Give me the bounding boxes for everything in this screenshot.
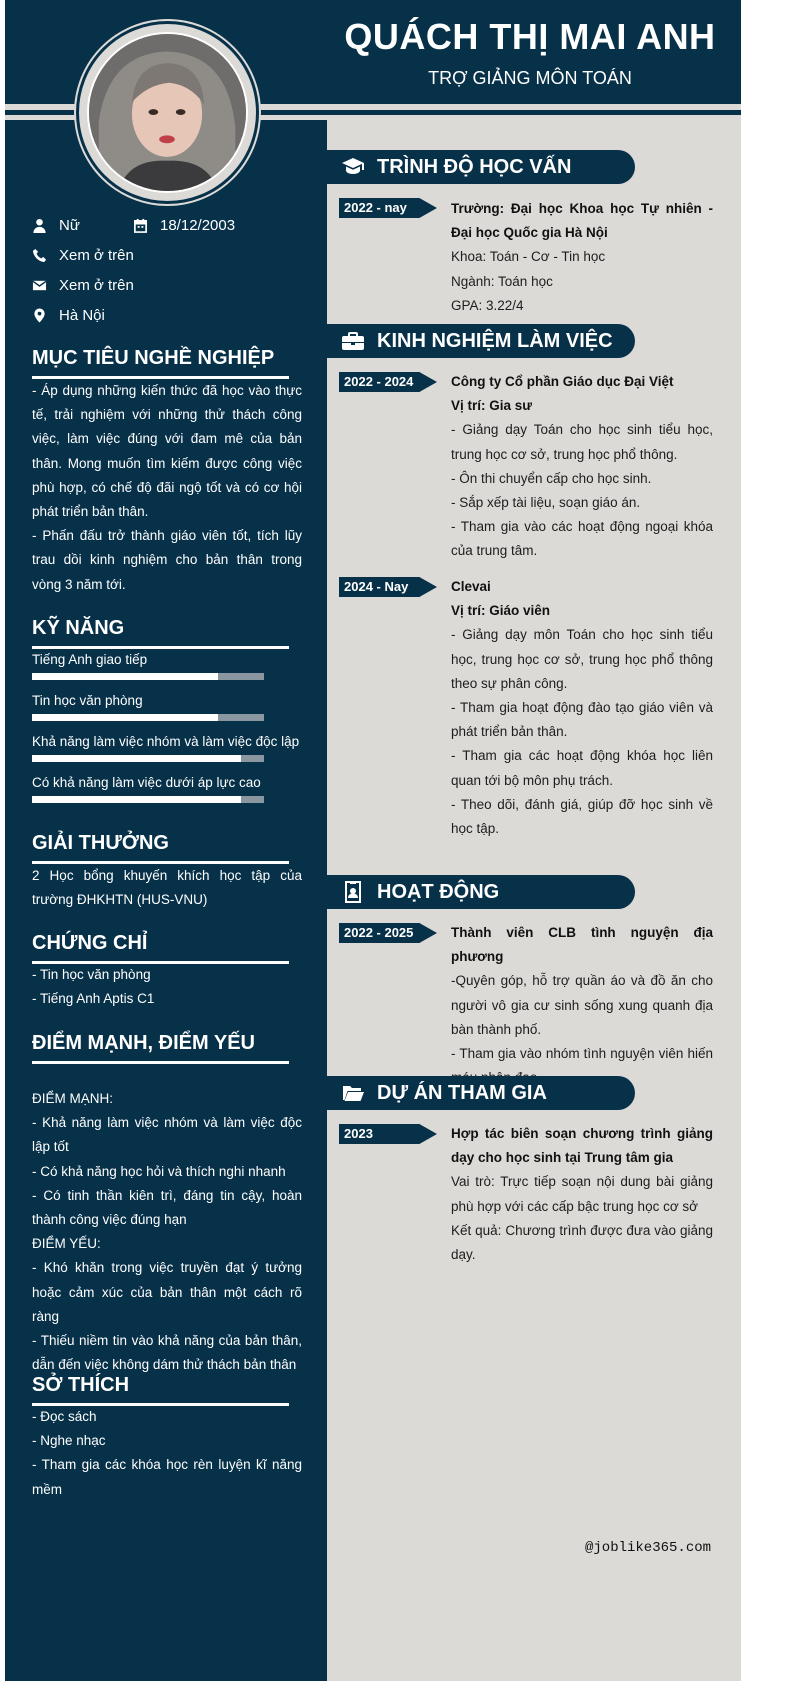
activity-date: 2022 - 2025 [344, 925, 414, 940]
user-icon [31, 218, 47, 234]
map-pin-icon [31, 308, 47, 324]
activity-line: - Tham gia vào nhóm tình nguyện viên hiến [451, 1046, 713, 1062]
objective-paragraph: - Áp dụng những kiến thức đã học vào thực tế, trải nghiệm với những thử thách công việc, làm việc đúng với đam mê của bản thân. Mong muốn tìm kiếm được công việc phù hợp, có chế độ đãi ngộ tốt và có cơ hội phát triển bản thân. [32, 383, 302, 520]
job-task: - Tham gia các hoạt động khóa học liên quan tới bộ môn phụ trách. [451, 748, 713, 788]
activity-date-tag [339, 923, 413, 943]
projects-title: DỰ ÁN THAM GIA [377, 1081, 547, 1104]
project-entry [451, 1122, 713, 1267]
project-name: Hợp tác biên soạn chương trình giảng dạy cho học sinh tại Trung tâm gia [451, 1126, 713, 1166]
activities-title: HOẠT ĐỘNG [377, 880, 500, 903]
hobby-item: - Đọc sách [32, 1409, 97, 1424]
hobby-item: - Nghe nhạc [32, 1433, 106, 1449]
candidate-role: TRỢ GIẢNG MÔN TOÁN [428, 68, 632, 88]
email-value: Xem ở trên [59, 277, 134, 294]
gender-value: Nữ [59, 217, 80, 234]
activity-line: -Quyên góp, hỗ trợ quần áo và đồ ăn cho người vô gia cư sinh sống xung quanh địa bàn thành phố. [451, 973, 713, 1037]
strengths-line: ĐIỂM MẠNH: [32, 1091, 113, 1106]
briefcase-icon [339, 327, 367, 355]
skill-label: Khả năng làm việc nhóm và làm việc độc lập [32, 734, 300, 749]
weaknesses-line: ĐIỂM YẾU: [32, 1236, 101, 1252]
contact-address [31, 307, 105, 324]
skill-fill [32, 673, 218, 680]
birthday-value: 18/12/2003 [160, 217, 236, 234]
education-major: Ngành: Toán học [451, 273, 553, 289]
job-company: Công ty Cổ phần Giáo dục Đại Việt [451, 374, 674, 389]
experience-section-header [327, 324, 635, 358]
phone-icon [31, 248, 47, 264]
envelope-icon [31, 278, 47, 294]
certificates-list [32, 963, 302, 1011]
job-position: Vị trí: Giáo viên [451, 603, 551, 619]
awards-title: GIẢI THƯỞNG [32, 832, 289, 864]
project-line: Kết quả: Chương trình được đưa vào giảng dạy. [451, 1222, 713, 1263]
contact-phone [31, 247, 134, 264]
objective-paragraph: - Phấn đấu trở thành giáo viên tốt, tích lũy trau dồi kinh nghiệm cho bản thân trong vòng 3 năm tới. [32, 528, 302, 592]
sidebar [5, 120, 327, 1681]
calendar-icon [132, 218, 148, 234]
skill-fill [32, 755, 241, 762]
graduation-cap-icon [339, 153, 367, 181]
skill-bar [32, 755, 264, 762]
skill-bar [32, 673, 264, 680]
contact-email [31, 277, 134, 294]
education-gpa: GPA: 3.22/4 [451, 297, 524, 313]
education-school: Trường: Đại học Khoa học Tự nhiên - Đại học Quốc gia Hà Nội [451, 201, 713, 241]
strengths-line: - Khả năng làm việc nhóm và làm việc độc lập tốt [32, 1115, 302, 1155]
job-task: - Giảng dạy môn Toán cho học sinh tiểu học, trung học cơ sở, trung học phổ thông theo sự phân công. [451, 627, 713, 691]
skill-label: Có khả năng làm việc dưới áp lực cao [32, 775, 261, 790]
project-date-tag [339, 1124, 373, 1144]
certificates-title: CHỨNG CHỈ [32, 932, 289, 964]
activity-name: Thành viên CLB tình nguyện địa phương [451, 925, 713, 965]
education-date: 2022 - nay [344, 200, 407, 215]
skill-label: Tin học văn phòng [32, 693, 143, 708]
hobbies-list [32, 1405, 302, 1502]
skill-fill [32, 796, 241, 803]
profile-photo-frame [76, 21, 259, 204]
strengths-title: ĐIỂM MẠNH, ĐIỂM YẾU [32, 1032, 289, 1064]
project-date: 2023 [344, 1126, 373, 1141]
job-task: - Tham gia hoạt động đào tạo giáo viên và phát triển bản thân. [451, 700, 713, 740]
skill-fill [32, 714, 218, 721]
badge-icon [339, 878, 367, 906]
job-date-tag [339, 372, 413, 392]
strengths-line: - Có tinh thần kiên trì, đáng tin cậy, hoàn thành công việc đúng hạn [32, 1187, 302, 1228]
certificate-item: - Tin học văn phòng [32, 967, 151, 982]
skill-bar [32, 796, 264, 803]
education-entry [451, 197, 713, 318]
phone-value: Xem ở trên [59, 247, 134, 264]
project-line: Vai trò: Trực tiếp soạn nội dung bài giảng phù hợp với các cấp bậc trung học cơ sở [451, 1174, 713, 1214]
hobby-item: - Tham gia các khóa học rèn luyện kĩ năng mềm [32, 1457, 302, 1497]
weaknesses-line: - Khó khăn trong việc truyền đạt ý tưởng hoặc cảm xúc của bản thân một cách rõ ràng [32, 1260, 302, 1324]
footer-watermark: @joblike365.com [585, 1540, 712, 1556]
job-entry [451, 575, 713, 841]
weaknesses-line: - Thiếu niềm tin vào khả năng của bản thân, dẫn đến việc không dám thử thách bản thân [32, 1333, 302, 1373]
activities-section-header [327, 875, 635, 909]
strengths-line: - Có khả năng học hỏi và thích nghi nhanh [32, 1163, 286, 1179]
job-task: - Ôn thi chuyển cấp cho học sinh. [451, 470, 652, 486]
education-section-header [327, 150, 635, 184]
job-task: - Tham gia vào các hoạt động ngoại khóa của trung tâm. [451, 519, 713, 559]
certificate-item: - Tiếng Anh Aptis C1 [32, 991, 155, 1007]
job-date: 2024 - Nay [344, 579, 409, 594]
job-task: - Sắp xếp tài liệu, soạn giáo án. [451, 495, 641, 511]
job-task: - Theo dõi, đánh giá, giúp đỡ học sinh về học tập. [451, 796, 713, 837]
candidate-name: QUÁCH THỊ MAI ANH [344, 16, 716, 57]
experience-title: KINH NGHIỆM LÀM VIỆC [377, 329, 613, 352]
skills-title: KỸ NĂNG [32, 617, 289, 649]
job-company: Clevai [451, 579, 491, 594]
skill-label: Tiếng Anh giao tiếp [32, 652, 148, 667]
objective-text [32, 379, 302, 597]
contact-birthday [132, 217, 235, 234]
skill-bar [32, 714, 264, 721]
folder-open-icon [339, 1079, 367, 1107]
projects-section-header [327, 1076, 635, 1110]
activity-entry [451, 921, 713, 1090]
address-value: Hà Nội [59, 307, 105, 324]
education-faculty: Khoa: Toán - Cơ - Tin học [451, 249, 606, 265]
awards-text: 2 Học bổng khuyến khích học tập của trường ĐHKHTN (HUS-VNU) [32, 868, 302, 908]
strengths-list [32, 1087, 302, 1377]
hobbies-title: SỞ THÍCH [32, 1374, 289, 1406]
contact-gender [31, 217, 80, 234]
job-date-tag [339, 577, 408, 597]
profile-photo [87, 32, 248, 193]
job-date: 2022 - 2024 [344, 374, 414, 389]
objective-title: MỤC TIÊU NGHỀ NGHIỆP [32, 347, 289, 379]
job-position: Vị trí: Gia sư [451, 398, 533, 414]
education-date-tag [339, 198, 407, 218]
cv-page [5, 0, 741, 1681]
job-task: - Giảng dạy Toán cho học sinh tiểu học, trung học cơ sở, trung học phổ thông. [451, 422, 713, 462]
education-title: TRÌNH ĐỘ HỌC VẤN [377, 155, 572, 178]
job-entry [451, 370, 713, 564]
